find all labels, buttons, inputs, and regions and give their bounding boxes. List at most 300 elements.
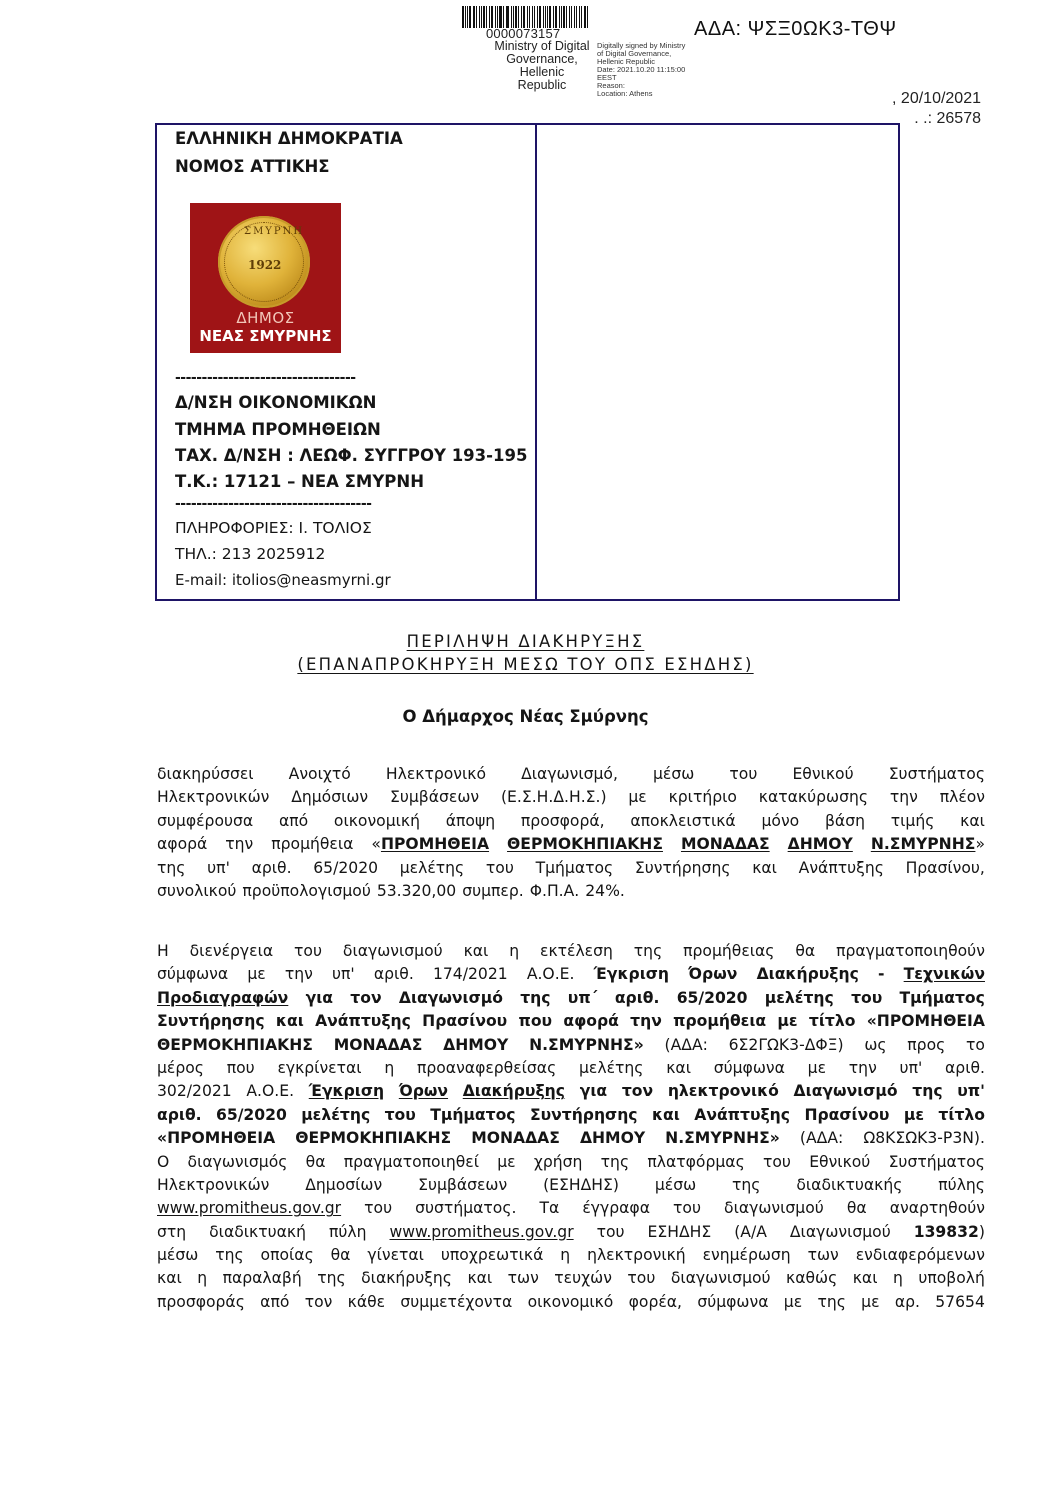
signature-detail-line: EEST: [597, 73, 617, 82]
word: [301, 1104, 370, 1127]
text-run: άποψη: [445, 811, 496, 830]
text-run: μελέτης: [301, 1105, 371, 1124]
text-run: μελέτης: [764, 988, 834, 1007]
word: [688, 963, 737, 986]
text-run: συμμετέχοντα: [400, 1292, 513, 1311]
word[interactable]: [390, 1221, 574, 1244]
text-line: [157, 880, 985, 903]
word: [847, 1197, 867, 1220]
text-line: [157, 763, 985, 786]
text-line: [157, 1057, 985, 1080]
text-run: τον: [304, 1292, 333, 1311]
word: [197, 1267, 207, 1290]
word: [207, 857, 230, 880]
barcode-bar: [469, 6, 471, 28]
word: [677, 987, 748, 1010]
text-run: συνολικού: [157, 881, 237, 900]
text-run: αφορά: [563, 1012, 619, 1031]
text-run: Ανοιχτό: [288, 765, 351, 783]
text-run: τίτλο: [808, 1012, 856, 1031]
text-run: που: [226, 1058, 255, 1077]
text-run: ως: [864, 1035, 887, 1054]
word: [601, 1151, 629, 1174]
word: [157, 810, 253, 833]
text-run: στη: [157, 1222, 187, 1241]
text-run: χρήση: [533, 1152, 583, 1171]
word: [157, 1151, 169, 1174]
text-run: αριθ.: [251, 858, 292, 877]
text-run: αριθ.: [945, 1058, 985, 1077]
word: [227, 1057, 255, 1080]
signature-details: [597, 42, 707, 98]
text-run: Εθνικού: [809, 1152, 871, 1171]
text-run: συμφέρουσα: [157, 811, 254, 830]
text-run: Τμήματος: [899, 988, 985, 1007]
text-line: [157, 1291, 985, 1314]
text-run: πύλης: [938, 1175, 985, 1194]
barcode-bar: [503, 6, 504, 28]
text-run: προμήθεια: [271, 835, 354, 854]
text-run: ΕΣΗΔΗΣ: [647, 1222, 712, 1241]
link[interactable]: www.promitheus.gov.gr: [389, 1222, 574, 1241]
word: [889, 763, 985, 786]
text-run: Ν.ΣΜΥΡΝΗΣ»: [529, 1035, 644, 1054]
word: [788, 833, 853, 856]
text-run: Συμβάσεων: [390, 788, 480, 807]
barcode-bar: [483, 6, 485, 28]
text-run: με: [783, 1292, 803, 1311]
contact-info: ΠΛΗΡΟΦΟΡΙΕΣ: Ι. ΤΟΛΙΟΣ: [175, 519, 372, 537]
word: [507, 833, 663, 856]
word: [935, 1291, 985, 1314]
text-run: του: [596, 1222, 625, 1241]
text-run: πύλη: [329, 1222, 367, 1241]
text-run: Δημόσιων: [291, 788, 369, 807]
text-run: κατακύρωσης: [758, 788, 869, 807]
barcode-bar: [529, 6, 530, 28]
text-run: το: [966, 1035, 985, 1054]
word: [285, 963, 313, 986]
text-run: μέσω: [653, 765, 695, 783]
barcode-bar: [532, 6, 533, 28]
text-run: φορέα,: [628, 1292, 683, 1311]
text-run: πραγματοποιηθούν: [836, 942, 985, 960]
text-run: τον: [621, 1082, 654, 1101]
word: [825, 810, 865, 833]
text-line: [157, 857, 985, 880]
word: [673, 1010, 766, 1033]
text-run: εκτέλεση: [540, 942, 613, 960]
paragraph: [157, 763, 985, 903]
postal-line: Τ.Κ.: 17121 – ΝΕΑ ΣΜΥΡΝΗ: [175, 472, 425, 491]
word: [462, 880, 524, 903]
text-run: του: [673, 1199, 701, 1218]
word: [315, 1010, 411, 1033]
word: [568, 987, 598, 1010]
text-run: Διακήρυξης: [756, 965, 859, 984]
text-run: η: [197, 1269, 208, 1288]
text-run: Δημοσίων: [305, 1175, 383, 1194]
word: [399, 987, 503, 1010]
word: [317, 1267, 345, 1290]
text-run: 53.320,00: [376, 881, 457, 900]
text-run: ενδιαφερόμενων: [855, 1246, 985, 1265]
word: [295, 1127, 451, 1150]
text-run: με: [807, 1058, 827, 1077]
word: [157, 880, 236, 903]
word: [763, 1151, 791, 1174]
text-run: προς: [907, 1035, 946, 1054]
barcode-bar: [537, 6, 539, 28]
word: [467, 1267, 492, 1290]
text-run: του: [729, 765, 758, 783]
signature-detail-line: Location: Athens: [597, 89, 653, 98]
signature-detail-line: Reason:: [597, 81, 625, 90]
word: [385, 1104, 416, 1127]
word: [714, 1057, 785, 1080]
country-name: ΕΛΛΗΝΙΚΗ ΔΗΜΟΚΡΑΤΙΑ: [175, 129, 403, 148]
word: [757, 963, 859, 986]
text-run: του: [384, 1105, 416, 1124]
text-run: 65/2020: [313, 858, 379, 877]
mayor-heading: Ο Δήμαρχος Νέας Σμύρνης: [402, 707, 649, 726]
word: [501, 786, 607, 809]
word: [853, 1267, 878, 1290]
word: [306, 987, 333, 1010]
word: [374, 963, 414, 986]
text-line: [157, 1174, 985, 1197]
word: [400, 857, 464, 880]
text-run: ηλεκτρονικό: [667, 1082, 779, 1101]
text-run: θα: [305, 1152, 326, 1171]
barcode-bar: [515, 6, 517, 28]
text-run: ενημέρωση: [702, 1246, 791, 1265]
text-run: πραγματοποιηθεί: [343, 1152, 479, 1171]
word: [536, 857, 614, 880]
word: [540, 940, 613, 963]
word: [277, 1057, 361, 1080]
text-run: Πρασίνου: [422, 1012, 508, 1031]
word: [313, 857, 378, 880]
text-run: Συμβάσεων: [418, 1175, 508, 1194]
word: [681, 833, 770, 856]
word: [309, 1080, 384, 1103]
text-run: Α.Ο.Ε.: [246, 1082, 295, 1101]
word: [851, 987, 882, 1010]
text-run: ΘΕΡΜΟΚΗΠΙΑΚΗΣ: [295, 1129, 452, 1148]
text-run: της: [600, 1152, 630, 1171]
coin-text: ΣΜΥΡΝΗ: [244, 226, 305, 237]
word: [673, 1197, 701, 1220]
word: [652, 1104, 680, 1127]
word: [521, 763, 618, 786]
word: [223, 1267, 302, 1290]
logo-dimos: ΔΗΜΟΣ: [236, 309, 295, 327]
word: [509, 940, 519, 963]
barcode-bar: [497, 6, 498, 28]
text-run: από: [260, 1292, 290, 1311]
contact-phone: ΤΗΛ.: 213 2025912: [175, 545, 326, 563]
document-subtitle: [0, 655, 1051, 674]
text-run: Ηλεκτρονικό: [385, 765, 487, 783]
barcode-bar: [576, 6, 577, 28]
text-run: Πρασίνου: [804, 1105, 890, 1124]
word: [463, 1080, 565, 1103]
text-run: Έγκριση: [593, 965, 670, 984]
word: [648, 1221, 712, 1244]
text-run: υποβολή: [918, 1269, 985, 1288]
word: [665, 1034, 708, 1057]
word: [386, 763, 486, 786]
word: [900, 987, 985, 1010]
word: [597, 1221, 625, 1244]
word: [938, 1104, 985, 1127]
signer-name: [494, 40, 590, 92]
text-run: »: [975, 835, 985, 854]
text-run: (ΕΣΗΔΗΣ): [543, 1175, 619, 1194]
text-run: προμήθειας: [683, 942, 775, 960]
word: [808, 1057, 826, 1080]
text-run: μέσω: [157, 1246, 199, 1265]
word: [157, 1080, 232, 1103]
text-run: την: [284, 965, 313, 984]
word: [377, 880, 456, 903]
word: [795, 940, 815, 963]
text-run: αριθ.: [157, 1105, 202, 1124]
text-run: διαδικτυακή: [209, 1222, 307, 1241]
word: [361, 1267, 452, 1290]
text-run: Διακήρυξης: [462, 1082, 566, 1101]
word: [752, 857, 777, 880]
barcode-bar: [486, 6, 487, 28]
word: [518, 1010, 552, 1033]
text-run: την: [848, 1058, 877, 1077]
barcode-bar: [521, 6, 522, 28]
text-run: Συντήρησης: [529, 1105, 638, 1124]
text-run: του: [485, 858, 514, 877]
barcode-bar: [481, 6, 482, 28]
word: [665, 1127, 780, 1150]
text-line: [157, 786, 985, 809]
word: [350, 987, 381, 1010]
text-run: Όρων: [688, 965, 738, 984]
text-run: «ΠΡΟΜΗΘΕΙΑ: [157, 1129, 276, 1148]
department-line: Δ/ΝΣΗ ΟΙΚΟΝΟΜΙΚΩΝ: [175, 393, 377, 412]
text-run: προμήθεια: [673, 1012, 767, 1031]
word: [332, 963, 355, 986]
text-run: και: [960, 811, 985, 830]
text-run: Ω8ΚΣΩΚ3-Ρ3Ν).: [863, 1129, 985, 1148]
text-run: οικονομική: [333, 811, 420, 830]
barcode-bar: [534, 6, 535, 28]
word: [157, 1267, 182, 1290]
word: [279, 810, 308, 833]
text-run: Εθνικού: [792, 765, 854, 783]
barcode-bar: [495, 6, 496, 28]
word: [945, 1057, 985, 1080]
text-run: προσφοράς: [157, 1292, 245, 1311]
barcode-bar: [579, 6, 581, 28]
word: [508, 1267, 539, 1290]
text-run: Ηλεκτρονικών: [157, 788, 270, 807]
word: [938, 1174, 985, 1197]
text-run: η: [892, 1269, 903, 1288]
text-run: πλατφόρμας: [647, 1152, 745, 1171]
word: [157, 1244, 198, 1267]
word: [430, 1104, 515, 1127]
text-run: Συστήματος: [888, 1152, 985, 1171]
text-run: θα: [795, 942, 816, 960]
word[interactable]: [157, 1197, 341, 1220]
word: [647, 1151, 744, 1174]
word: [878, 963, 884, 986]
text-run: ΔΗΜΟΥ: [443, 1035, 509, 1054]
text-run: 139832: [913, 1222, 979, 1241]
word: [694, 1104, 790, 1127]
text-run: ΘΕΡΜΟΚΗΠΙΑΚΗΣ: [157, 1035, 313, 1054]
text-run: Συντήρησης: [157, 1012, 265, 1031]
text-run: και: [275, 1012, 304, 1031]
text-run: συστήματος.: [415, 1199, 517, 1218]
signer-line: Ministry of Digital: [494, 39, 590, 53]
text-run: Διαγωνισμό: [793, 1082, 898, 1101]
separator: ----------------------------------: [175, 370, 356, 386]
word: [734, 1221, 767, 1244]
text-run: εγκρίνεται: [277, 1058, 362, 1077]
word: [157, 786, 269, 809]
word: [634, 940, 662, 963]
word: [390, 786, 479, 809]
barcode-bar: [559, 6, 560, 28]
word: [529, 1034, 644, 1057]
word: [242, 880, 370, 903]
word: [348, 1291, 385, 1314]
text-run: αναρτηθούν: [889, 1199, 985, 1218]
text-run: από: [278, 811, 309, 830]
text-run: των: [807, 1246, 839, 1265]
word: [261, 1244, 314, 1267]
word: [777, 1010, 797, 1033]
barcode-bar: [467, 6, 468, 28]
text-run: Όρων: [398, 1082, 449, 1101]
text-run: με: [628, 788, 647, 807]
word: [157, 1057, 204, 1080]
word: [216, 1104, 287, 1127]
text-run: (ΑΔΑ:: [664, 1035, 708, 1054]
coin-emblem-icon: [218, 216, 310, 308]
text-run: ΠΡΟΜΗΘΕΙΑ: [380, 835, 490, 854]
text-run: αρ.: [894, 1292, 920, 1311]
text-run: σύμφωνα: [157, 965, 229, 984]
word: [587, 1244, 686, 1267]
text-run: υπ΄: [567, 988, 598, 1007]
word: [215, 1244, 243, 1267]
text-line: [157, 1244, 985, 1267]
word: [446, 810, 495, 833]
text-run: γίνεται: [367, 1246, 424, 1265]
text-run: αριθ.: [373, 965, 414, 984]
text-run: μέσω: [654, 1175, 697, 1194]
text-run: η: [509, 942, 520, 960]
text-run: την: [889, 788, 918, 807]
word: [225, 833, 253, 856]
text-run: σύμφωνα: [697, 1292, 769, 1311]
text-run: 302/2021: [157, 1082, 232, 1101]
word: [543, 1174, 619, 1197]
text-line: [157, 1080, 985, 1103]
link[interactable]: www.promitheus.gov.gr: [157, 1199, 342, 1218]
word: [582, 1197, 650, 1220]
word: [904, 963, 985, 986]
text-run: προσφορά,: [520, 811, 605, 830]
word: [188, 1151, 288, 1174]
text-run: αποκλειστικά: [630, 811, 736, 830]
text-run: υπ': [331, 965, 355, 984]
text-run: της: [633, 942, 663, 960]
word: [808, 1244, 839, 1267]
word: [329, 1221, 367, 1244]
word: [528, 1291, 614, 1314]
text-run: Συντήρησης: [634, 858, 731, 877]
word: [904, 1104, 924, 1127]
text-run: με: [777, 1012, 798, 1031]
word: [864, 1034, 886, 1057]
word: [289, 763, 351, 786]
word: [521, 810, 605, 833]
text-run: κάθε: [347, 1292, 386, 1311]
word: [703, 1244, 791, 1267]
text-run: 65/2020: [216, 1105, 287, 1124]
text-run: για: [579, 1082, 608, 1101]
word: [957, 1080, 985, 1103]
text-run: οικονομικό: [527, 1292, 614, 1311]
word: [399, 1080, 448, 1103]
text-run: Ν.ΣΜΥΡΝΗΣ»: [665, 1129, 780, 1148]
word: [400, 1291, 512, 1314]
text-run: 174/2021: [432, 965, 508, 984]
barcode-bar: [476, 6, 477, 28]
word: [580, 1080, 607, 1103]
text-run: ΔΗΜΟΥ: [579, 1129, 646, 1148]
ada-code: ΑΔΑ: ΨΣΞ0ΩΚ3-ΤΘΨ: [694, 18, 897, 40]
text-run: της: [520, 988, 551, 1007]
word: [157, 1034, 313, 1057]
text-line: [157, 1151, 985, 1174]
text-run: τευχών: [554, 1269, 612, 1288]
text-run: η: [384, 1058, 395, 1077]
text-run: 6Σ2ΓΩΚ3-ΔΦΞ): [728, 1035, 844, 1054]
word: [890, 1197, 985, 1220]
text-run: κριτήριο: [668, 788, 737, 807]
text-run: ΜΟΝΑΔΑΣ: [333, 1035, 423, 1054]
word: [364, 1197, 392, 1220]
signer-line: Hellenic Republic: [517, 65, 567, 92]
text-run: με: [903, 1105, 925, 1124]
text-run: Ν.ΣΜΥΡΝΗΣ: [870, 835, 976, 854]
text-run: μόνο: [761, 811, 800, 830]
text-run: και: [852, 1269, 878, 1288]
text-run: αριθ.: [614, 988, 660, 1007]
text-run: Διαγωνισμού: [789, 1222, 891, 1241]
barcode-bar: [506, 6, 507, 28]
text-run: διαγωνισμού: [724, 1199, 824, 1218]
word: [627, 1267, 655, 1290]
word: [157, 1104, 202, 1127]
text-line: [157, 1197, 985, 1220]
signature-detail-line: Digitally signed by Ministry: [597, 41, 686, 50]
word: [914, 1221, 985, 1244]
text-run: (Ε.Σ.Η.Δ.Η.Σ.): [500, 788, 607, 807]
